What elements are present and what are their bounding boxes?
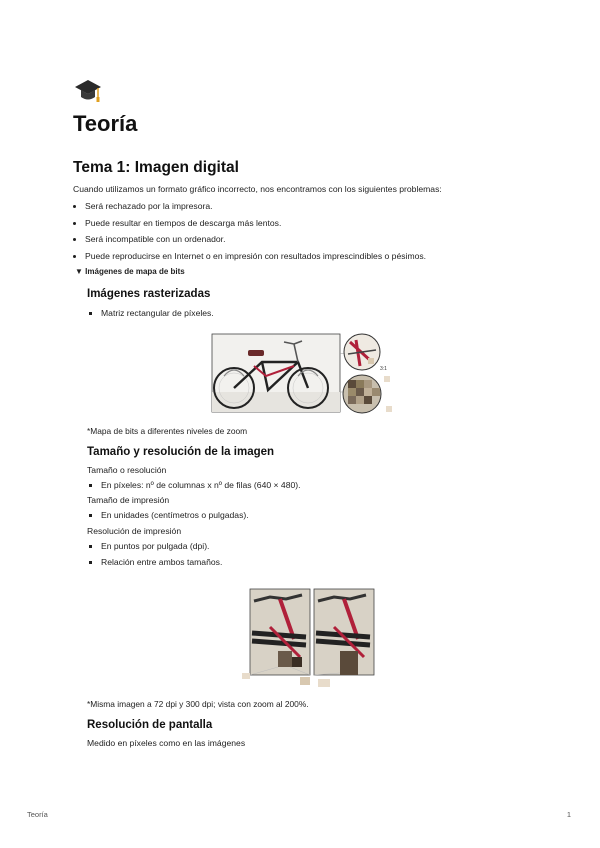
list-item: • Puede reproducirse en Internet o en impresión con resultados imprescindibles o pésimos. — [85, 248, 533, 265]
list-item: ▪ En píxeles: nº de columnas x nº de filas (640 × 480). — [101, 477, 533, 494]
page-content — [73, 76, 533, 750]
raster-list — [87, 305, 533, 322]
bicycle-zoom-image — [210, 332, 410, 418]
section-intro: Cuando utilizamos un formato gráfico incorrecto, nos encontramos con los siguientes problemas: — [73, 184, 442, 194]
list-item: ▪ En puntos por pulgada (dpi). — [101, 538, 533, 555]
list-item: • Será incompatible con un ordenador. — [85, 231, 533, 248]
screen-title: Resolución de pantalla — [87, 718, 213, 731]
group-label: Tamaño o resolución — [87, 464, 167, 475]
raster-title: Imágenes rasterizadas — [87, 288, 211, 300]
dpi-caption: *Misma imagen a 72 dpi y 300 dpi; vista con zoom al 200%. — [87, 698, 309, 709]
toggle-label: Imágenes de mapa de bits — [85, 267, 185, 276]
section-title: Tema 1: Imagen digital — [73, 159, 239, 176]
print-size-list — [87, 507, 533, 524]
page-number: 1 — [566, 810, 571, 819]
triangle-down-icon: ▼ — [75, 267, 83, 276]
toggle-bitmap[interactable] — [75, 264, 533, 280]
list-item: ▪ Matriz rectangular de píxeles. — [101, 305, 533, 322]
page-title: Teoría — [73, 111, 138, 136]
size-title: Tamaño y resolución de la imagen — [87, 445, 275, 458]
screen-text: Medido en píxeles como en las imágenes — [87, 737, 246, 748]
dpi-comparison-image — [240, 587, 380, 691]
zoom-label: 3:1 — [380, 365, 387, 372]
list-item: ▪ En unidades (centímetros o pulgadas). — [101, 507, 533, 524]
size-list — [87, 477, 533, 494]
group-label: Resolución de impresión — [87, 525, 182, 536]
graduation-cap-icon — [73, 76, 103, 106]
raster-caption: *Mapa de bits a diferentes niveles de zoom — [87, 425, 248, 436]
print-resolution-list — [87, 538, 533, 571]
footer-title: Teoría — [27, 810, 48, 819]
problems-list — [73, 198, 533, 264]
list-item: • Puede resultar en tiempos de descarga más lentos. — [85, 215, 533, 232]
bicycle-zoom-figure — [87, 332, 533, 418]
dpi-comparison-figure — [87, 587, 533, 691]
list-item: • Será rechazado por la impresora. — [85, 198, 533, 215]
list-item: ▪ Relación entre ambos tamaños. — [101, 554, 533, 571]
group-label: Tamaño de impresión — [87, 495, 170, 505]
toggle-content — [73, 286, 533, 750]
